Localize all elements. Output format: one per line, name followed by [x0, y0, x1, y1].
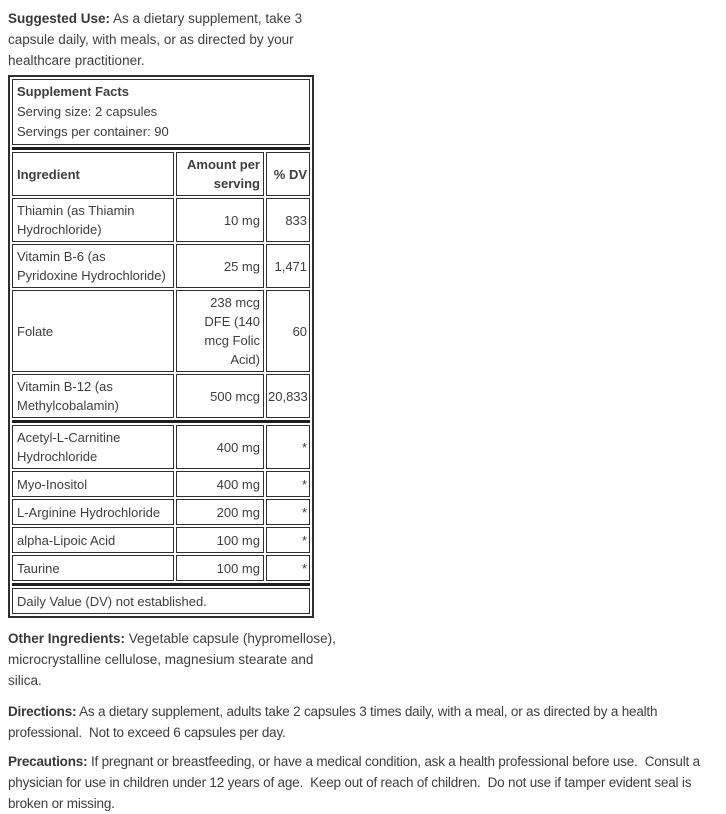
supplement-facts-header-row: [12, 79, 310, 145]
ingredient-amount: 238 mcg DFE (140 mcg Folic Acid): [176, 290, 264, 372]
ingredient-name: Acetyl-L-Carnitine Hydrochloride: [12, 425, 174, 469]
directions-paragraph: [8, 701, 714, 743]
table-row-acetyl-l-carnitine: [12, 425, 310, 469]
ingredient-name: Vitamin B-12 (as Methylcobalamin): [12, 374, 174, 418]
ingredient-name: Folate: [12, 290, 174, 372]
precautions-paragraph: [8, 751, 714, 814]
ingredient-dv: 1,471: [266, 244, 310, 288]
column-header-amount: Amount per serving: [176, 152, 264, 196]
footnote-row: [12, 588, 310, 614]
supplement-facts-table: [8, 75, 314, 618]
servings-per-container: Servings per container: 90: [17, 124, 169, 139]
precautions-label: Precautions:: [8, 754, 88, 769]
separator-bar: [12, 147, 310, 150]
column-header-dv: % DV: [266, 152, 310, 196]
ingredient-amount: 25 mg: [176, 244, 264, 288]
column-header-ingredient: Ingredient: [12, 152, 174, 196]
other-ingredients-text: Vegetable capsule (hypromellose), microcrystalline cellulose, magnesium stearate and silica.: [8, 631, 340, 688]
suggested-use-paragraph: [8, 8, 316, 71]
ingredient-name: alpha-Lipoic Acid: [12, 527, 174, 553]
other-ingredients-label: Other Ingredients:: [8, 631, 126, 646]
ingredient-dv: *: [266, 425, 310, 469]
ingredient-name: L-Arginine Hydrochloride: [12, 499, 174, 525]
ingredient-amount: 400 mg: [176, 471, 264, 497]
ingredient-dv: *: [266, 499, 310, 525]
ingredient-amount: 10 mg: [176, 198, 264, 242]
ingredient-name: Vitamin B-6 (as Pyridoxine Hydrochloride): [12, 244, 174, 288]
ingredient-dv: 833: [266, 198, 310, 242]
table-row-folate: [12, 290, 310, 372]
serving-size: Serving size: 2 capsules: [17, 104, 158, 119]
ingredient-amount: 100 mg: [176, 527, 264, 553]
ingredient-dv: *: [266, 555, 310, 581]
supplement-facts-title: Supplement Facts: [17, 84, 129, 99]
directions-text: As a dietary supplement, adults take 2 capsules 3 times daily, with a meal, or as directed by a health professional. Not to exceed 6 capsules per day.: [8, 704, 661, 740]
ingredient-dv: 60: [266, 290, 310, 372]
ingredient-dv: *: [266, 471, 310, 497]
ingredient-name: Myo-Inositol: [12, 471, 174, 497]
other-ingredients-paragraph: [8, 628, 342, 691]
ingredient-dv: *: [266, 527, 310, 553]
ingredient-amount: 400 mg: [176, 425, 264, 469]
ingredient-name: Thiamin (as Thiamin Hydrochloride): [12, 198, 174, 242]
separator-bar-cell: [12, 147, 310, 150]
footnote-text: Daily Value (DV) not established.: [12, 588, 310, 614]
table-row-myo-inositol: [12, 471, 310, 497]
ingredient-dv: 20,833: [266, 374, 310, 418]
table-row-l-arginine: [12, 499, 310, 525]
ingredient-amount: 200 mg: [176, 499, 264, 525]
table-row-thiamin: [12, 198, 310, 242]
table-row-vitamin-b12: [12, 374, 310, 418]
separator-bar-cell: [12, 420, 310, 423]
separator-bar: [12, 420, 310, 423]
ingredient-amount: 500 mcg: [176, 374, 264, 418]
suggested-use-label: Suggested Use:: [8, 11, 111, 26]
precautions-text: If pregnant or breastfeeding, or have a medical condition, ask a health professional before use. Consult a physician for use in children under 12 years of age. Keep out of reach of children. Do not use if tamper evident seal is broken or missing.: [8, 754, 704, 811]
separator-bar-cell: [12, 583, 310, 586]
directions-label: Directions:: [8, 704, 77, 719]
suggested-use-text: As a dietary supplement, take 3 capsule daily, with meals, or as directed by your healthcare practitioner.: [8, 11, 306, 68]
table-row-alpha-lipoic-acid: [12, 527, 310, 553]
table-row-taurine: [12, 555, 310, 581]
separator-bar: [12, 583, 310, 586]
supplement-facts-header-cell: [12, 79, 310, 145]
column-header-row: [12, 152, 310, 196]
table-row-vitamin-b6: [12, 244, 310, 288]
ingredient-name: Taurine: [12, 555, 174, 581]
ingredient-amount: 100 mg: [176, 555, 264, 581]
